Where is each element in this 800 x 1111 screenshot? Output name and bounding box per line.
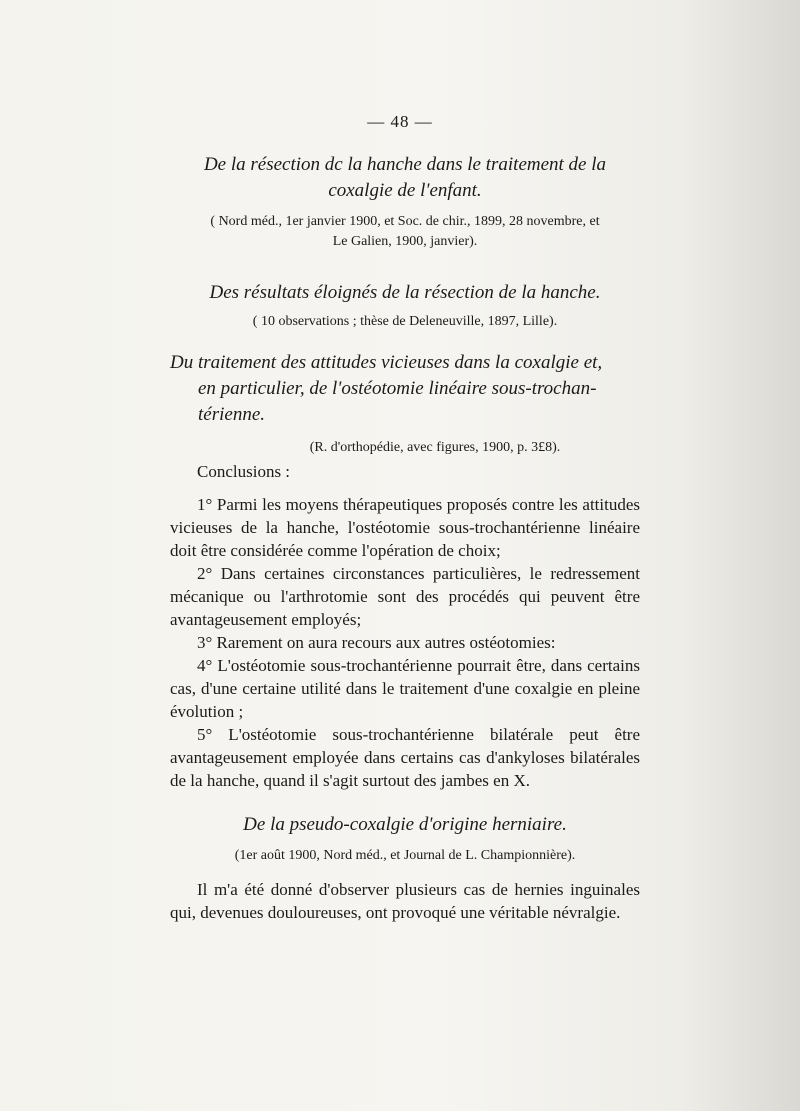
conclusion-item: 5° L'ostéotomie sous-trochantérienne bilatérale peut être avantageusement employée dans certains cas d'ankyloses bilatérales de la hanche, quand il s'agit surtout des jambes en X. — [170, 725, 640, 790]
conclusion-item: 2° Dans certaines circonstances particulières, le redressement mécanique ou l'arthrotomie sont des procédés qui peuvent être avantageusement employés; — [170, 564, 640, 629]
conclusion-item: 1° Parmi les moyens thérapeutiques proposés contre les attitudes vicieuses de la hanche, l'ostéotomie sous-trochantérienne linéaire doit être considérée comme l'opération de choix; — [170, 495, 640, 560]
section-title-line1: Du traitement des attitudes vicieuses dans la coxalgie et, — [170, 352, 603, 373]
conclusions-label: Conclusions : — [197, 462, 291, 481]
section-title-line3: térienne. — [198, 404, 266, 425]
section-resection-enfant — [170, 152, 640, 252]
section-reference-line2: Le Galien, 1900, janvier). — [332, 234, 478, 249]
section-title-line2: en particulier, de l'ostéotomie linéaire sous-trochan- — [198, 378, 597, 399]
section-title: Des résultats éloignés de la résection de la hanche. — [209, 282, 601, 303]
section-title: De la pseudo-coxalgie d'origine herniaire. — [243, 814, 567, 835]
section-resultats-eloignes — [170, 280, 640, 332]
section-title-line2: coxalgie de l'enfant. — [328, 180, 482, 201]
section-reference: (1er août 1900, Nord méd., et Journal de L. Championnière). — [234, 848, 576, 863]
page-number: — 48 — — [367, 112, 433, 131]
section-reference-line1: ( Nord méd., 1er janvier 1900, et Soc. de chir., 1899, 28 novembre, et — [210, 214, 600, 229]
section-reference: ( 10 observations ; thèse de Deleneuville, 1897, Lille). — [252, 314, 558, 329]
section-paragraph: Il m'a été donné d'observer plusieurs cas de hernies inguinales qui, devenues douloureuses, ont provoqué une véritable névralgie. — [170, 880, 640, 922]
conclusion-item: 3° Rarement on aura recours aux autres ostéotomies: — [197, 633, 556, 652]
section-pseudo-coxalgie — [170, 812, 640, 924]
section-reference: (R. d'orthopédie, avec figures, 1900, p. 3£8). — [309, 440, 561, 455]
section-title-line1: De la résection dc la hanche dans le traitement de la — [203, 154, 607, 175]
section-attitudes-vicieuses — [170, 350, 640, 458]
conclusions-block — [170, 460, 640, 792]
conclusion-item: 4° L'ostéotomie sous-trochantérienne pourrait être, dans certains cas, d'une certaine utilité dans le traitement d'une coxalgie en pleine évolution ; — [170, 656, 640, 721]
